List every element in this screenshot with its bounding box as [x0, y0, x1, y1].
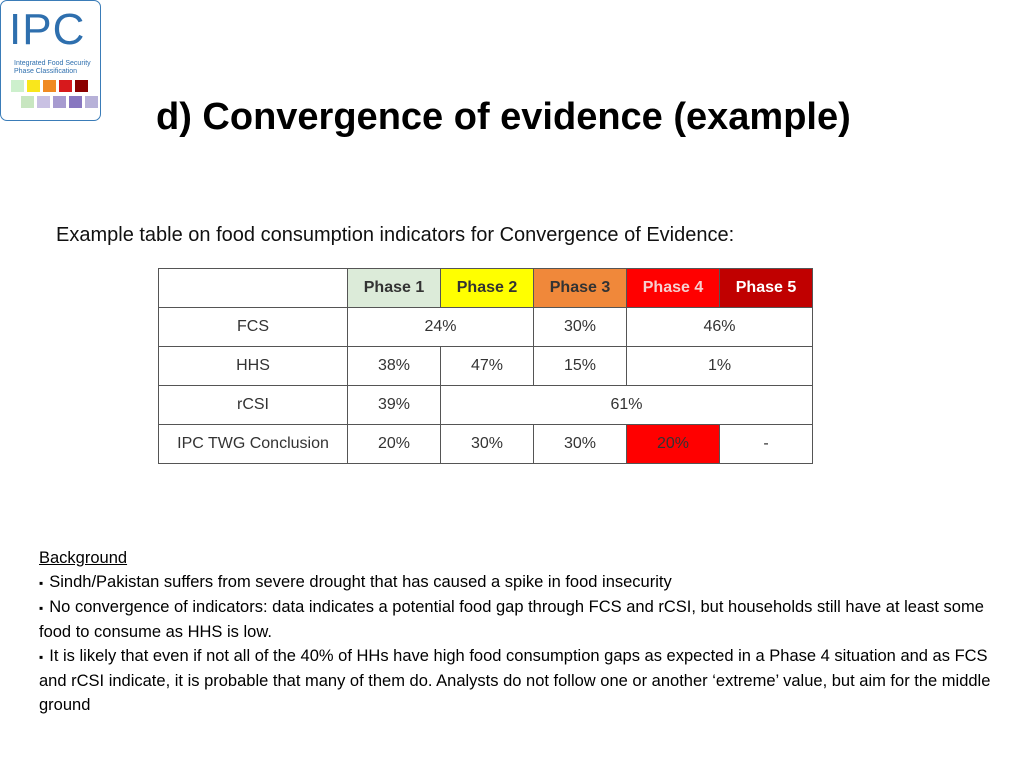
background-bullet-1: ▪ Sindh/Pakistan suffers from severe drought that has caused a spike in food insecurity [39, 570, 999, 595]
background-bullet-3: ▪ It is likely that even if not all of the 40% of HHs have high food consumption gaps as expected in a Phase 4 situation and as FCS and rCSI indicate, it is probable that many of them do. Analysts do not follow one or another ‘extreme’ value, but aim for the middle ground [39, 644, 999, 717]
logo-swatch-top-5 [75, 80, 88, 92]
cell-hhs-phase-1: 38% [348, 347, 441, 386]
cell-twg-phase-3: 30% [534, 425, 627, 464]
table-header-row [159, 269, 813, 308]
cell-rcsi-phase-2-5: 61% [441, 386, 813, 425]
cell-hhs-phase-2: 47% [441, 347, 534, 386]
logo-swatch-top-1 [11, 80, 24, 92]
cell-fcs-phase-1-2: 24% [348, 308, 534, 347]
logo-swatch-bottom-4 [69, 96, 82, 108]
table-row [159, 347, 813, 386]
cell-twg-phase-1: 20% [348, 425, 441, 464]
logo-swatches-top [11, 80, 88, 92]
logo-wordmark: IPC [9, 5, 86, 54]
header-phase-2: Phase 2 [441, 269, 534, 308]
table-row [159, 386, 813, 425]
logo-swatches-bottom [21, 96, 98, 108]
logo-line-1: Integrated Food Security [14, 60, 91, 67]
cell-hhs-phase-4-5: 1% [627, 347, 813, 386]
slide-title: d) Convergence of evidence (example) [156, 96, 851, 138]
row-label-hhs: HHS [159, 347, 348, 386]
row-label-rcsi: rCSI [159, 386, 348, 425]
header-phase-3: Phase 3 [534, 269, 627, 308]
logo-line-2: Phase Classification [14, 68, 78, 75]
intro-text: Example table on food consumption indicators for Convergence of Evidence: [56, 224, 735, 246]
header-phase-5: Phase 5 [720, 269, 813, 308]
cell-twg-phase-4: 20% [627, 425, 720, 464]
table-row [159, 308, 813, 347]
logo-swatch-top-2 [27, 80, 40, 92]
background-section [39, 546, 999, 717]
phase-table [158, 268, 813, 464]
logo-swatch-bottom-3 [53, 96, 66, 108]
background-bullet-2: ▪ No convergence of indicators: data indicates a potential food gap through FCS and rCSI, but households still have at least some food to consume as HHS is low. [39, 595, 999, 644]
logo-swatch-bottom-5 [85, 96, 98, 108]
ipc-logo [0, 0, 101, 121]
logo-swatch-top-4 [59, 80, 72, 92]
cell-twg-phase-5: - [720, 425, 813, 464]
table-row [159, 425, 813, 464]
header-phase-1: Phase 1 [348, 269, 441, 308]
cell-rcsi-phase-1: 39% [348, 386, 441, 425]
cell-fcs-phase-4-5: 46% [627, 308, 813, 347]
row-label-fcs: FCS [159, 308, 348, 347]
row-label-twg: IPC TWG Conclusion [159, 425, 348, 464]
header-phase-4: Phase 4 [627, 269, 720, 308]
background-heading: Background [39, 549, 128, 567]
cell-fcs-phase-3: 30% [534, 308, 627, 347]
cell-hhs-phase-3: 15% [534, 347, 627, 386]
logo-swatch-bottom-2 [37, 96, 50, 108]
cell-twg-phase-2: 30% [441, 425, 534, 464]
logo-swatch-top-3 [43, 80, 56, 92]
logo-swatch-bottom-1 [21, 96, 34, 108]
header-empty-cell [159, 269, 348, 308]
